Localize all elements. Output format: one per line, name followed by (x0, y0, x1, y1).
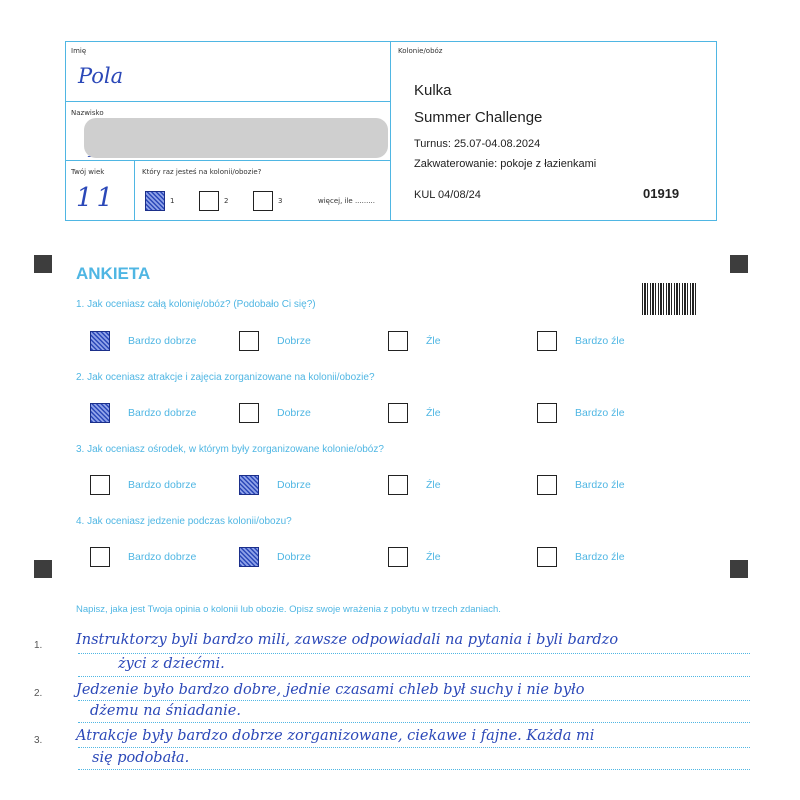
barcode-icon (642, 283, 696, 315)
corner-marker-top-left (34, 255, 52, 273)
times-option-3-label: 3 (278, 197, 283, 205)
age-value: 11 (76, 183, 118, 213)
question-3-option-1-checkbox[interactable] (90, 475, 110, 495)
question-4-option-1-checkbox[interactable] (90, 547, 110, 567)
question-2-text: 2. Jak oceniasz atrakcje i zajęcia zorganizowane na kolonii/obozie? (76, 372, 375, 383)
last-name-label: Nazwisko (71, 109, 104, 117)
first-name-value: Pola (78, 64, 124, 88)
answer-1-rule-2 (78, 676, 750, 677)
camp-box (390, 41, 717, 221)
question-2-option-1-checkbox[interactable] (90, 403, 110, 423)
corner-marker-bottom-left (34, 560, 52, 578)
question-2-option-4-checkbox[interactable] (537, 403, 557, 423)
question-1-option-1-checkbox[interactable] (90, 331, 110, 351)
question-3-option-4-checkbox[interactable] (537, 475, 557, 495)
first-name-box (65, 41, 391, 102)
question-1-option-3-checkbox[interactable] (388, 331, 408, 351)
times-option-1-checkbox[interactable] (145, 191, 165, 211)
question-2-option-3-checkbox[interactable] (388, 403, 408, 423)
camp-line-2: Summer Challenge (414, 109, 543, 126)
answer-2-rule-1 (78, 700, 750, 701)
question-4-option-3-label: Źle (426, 551, 441, 563)
question-3-option-4-label: Bardzo źle (575, 479, 625, 491)
question-3-option-2-checkbox[interactable] (239, 475, 259, 495)
answer-3-rule-1 (78, 747, 750, 748)
question-3-option-3-label: Źle (426, 479, 441, 491)
answer-2-rule-2 (78, 722, 750, 723)
question-2-option-4-label: Bardzo źle (575, 407, 625, 419)
question-1-option-2-checkbox[interactable] (239, 331, 259, 351)
first-name-label: Imię (71, 47, 87, 55)
question-4-option-1-label: Bardzo dobrze (128, 551, 197, 563)
times-option-2-checkbox[interactable] (199, 191, 219, 211)
question-4-text: 4. Jak oceniasz jedzenie podczas kolonii/obozu? (76, 516, 292, 527)
question-2-option-3-label: Źle (426, 407, 441, 419)
camp-label: Kolonie/obóz (398, 47, 443, 55)
times-label: Który raz jesteś na kolonii/obozie? (142, 168, 262, 176)
times-more-label: więcej, ile ......... (318, 197, 375, 205)
question-4-option-4-label: Bardzo źle (575, 551, 625, 563)
question-2-option-1-label: Bardzo dobrze (128, 407, 197, 419)
answer-3-rule-2 (78, 769, 750, 770)
times-option-1-label: 1 (170, 197, 175, 205)
question-1-option-1-label: Bardzo dobrze (128, 335, 197, 347)
survey-title: ANKIETA (76, 264, 151, 283)
answer-1-number: 1. (34, 640, 43, 651)
camp-line-1: Kulka (414, 82, 452, 99)
question-1-text: 1. Jak oceniasz całą kolonię/obóz? (Podobało Ci się?) (76, 299, 316, 310)
camp-number: 01919 (643, 186, 680, 201)
question-4-option-4-checkbox[interactable] (537, 547, 557, 567)
times-option-2-label: 2 (224, 197, 229, 205)
answer-3-number: 3. (34, 735, 43, 746)
question-1-option-4-checkbox[interactable] (537, 331, 557, 351)
age-label: Twój wiek (71, 168, 105, 176)
camp-turnus: Turnus: 25.07-04.08.2024 (414, 138, 541, 150)
question-4-option-2-label: Dobrze (277, 551, 311, 563)
question-1-option-3-label: Źle (426, 335, 441, 347)
answer-1-rule-1 (78, 653, 750, 654)
question-1-option-2-label: Dobrze (277, 335, 311, 347)
corner-marker-bottom-right (730, 560, 748, 578)
age-box (65, 160, 135, 221)
times-option-3-checkbox[interactable] (253, 191, 273, 211)
last-name-box (65, 101, 391, 161)
question-4-option-3-checkbox[interactable] (388, 547, 408, 567)
answer-1-line-1: Instruktorzy byli bardzo mili, zawsze odpowiadali na pytania i byli bardzo (76, 632, 619, 648)
question-4-option-2-checkbox[interactable] (239, 547, 259, 567)
question-2-option-2-label: Dobrze (277, 407, 311, 419)
answer-2-line-1: Jedzenie było bardzo dobre, jednie czasami chleb był suchy i nie było (76, 682, 585, 698)
times-box (134, 160, 391, 221)
answer-2-number: 2. (34, 688, 43, 699)
answer-3-line-1: Atrakcje były bardzo dobrze zorganizowane, ciekawe i fajne. Każda mi (76, 728, 595, 744)
corner-marker-top-right (730, 255, 748, 273)
answer-2-line-2: dżemu na śniadanie. (90, 703, 241, 719)
opinion-prompt: Napisz, jaka jest Twoja opinia o kolonii lub obozie. Opisz swoje wrażenia z pobytu w trzech zdaniach. (76, 604, 501, 615)
question-3-option-3-checkbox[interactable] (388, 475, 408, 495)
question-3-option-2-label: Dobrze (277, 479, 311, 491)
question-3-option-1-label: Bardzo dobrze (128, 479, 197, 491)
camp-code: KUL 04/08/24 (414, 189, 481, 201)
answer-1-line-2: życi z dziećmi. (118, 656, 225, 672)
question-1-option-4-label: Bardzo źle (575, 335, 625, 347)
question-3-text: 3. Jak oceniasz ośrodek, w którym były zorganizowane kolonie/obóz? (76, 444, 384, 455)
question-2-option-2-checkbox[interactable] (239, 403, 259, 423)
redaction-bar (84, 118, 388, 158)
answer-3-line-2: się podobała. (92, 750, 190, 766)
camp-accommodation: Zakwaterowanie: pokoje z łazienkami (414, 158, 597, 170)
